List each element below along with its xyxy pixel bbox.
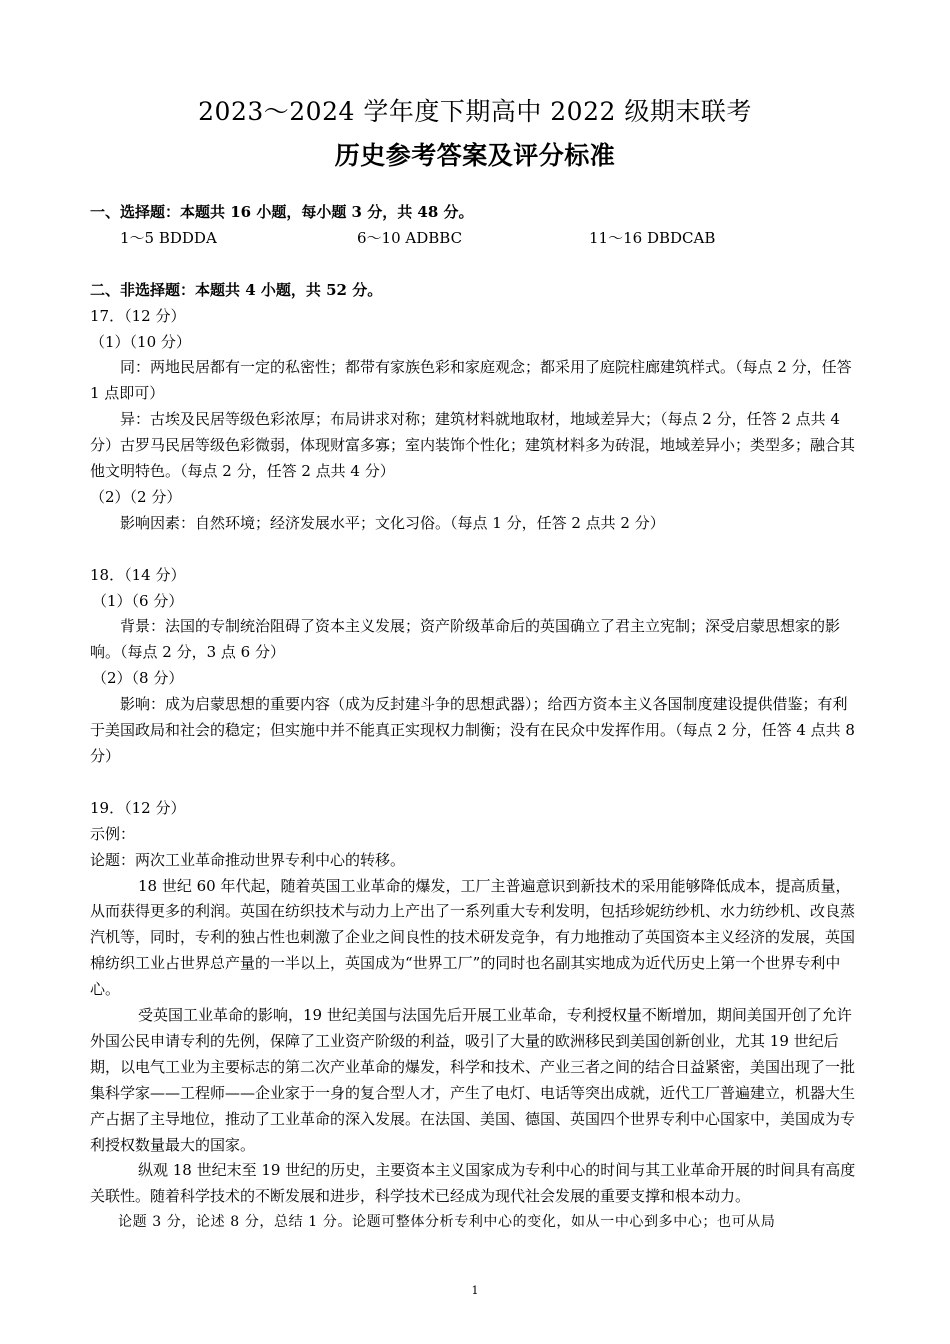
document-body [90,200,860,1236]
mcq-answer-1-5: 1～5 BDDDA [120,228,217,247]
q18-part2-text: 影响：成为启蒙思想的重要内容（成为反封建斗争的思想武器）；给西方资本主义各国制度建设提供借鉴；有利于美国政局和社会的稳定；但实施中并不能真正实现权力制衡；没有在民众中发挥作用。（每点 2 分，任答 4 点共 8 分） [90,695,855,765]
q19-paragraph-1: 18 世纪 60 年代起，随着英国工业革命的爆发，工厂主普遍意识到新技术的采用能够降低成本，提高质量，从而获得更多的利润。英国在纺织技术与动力上产出了一系列重大专利发明，包括珍妮纺纱机、水力纺纱机、改良蒸汽机等，同时，专利的独占性也刺激了企业之间良性的技术研发竞争，有力地推动了英国资本主义经济的发展，英国棉纺织工业占世界总产量的一半以上，英国成为“世界工厂”的同时也名副其实地成为近代历史上第一个世界专利中心。 [90,876,856,999]
q17-part1-same: 同：两地民居都有一定的私密性；都带有家族色彩和家庭观念；都采用了庭院柱廊建筑样式。（每点 2 分，任答 1 点即可） [90,358,852,403]
q17-part2-label: （2）（2 分） [90,487,182,506]
q19-example-label: 示例： [90,824,136,843]
q19-header: 19．（12 分） [90,798,186,817]
page-number: 1 [471,1284,479,1297]
document-title: 2023～2024 学年度下期高中 2022 级期末联考 [198,97,752,126]
mcq-answers [90,226,860,252]
section2-heading: 二、非选择题：本题共 4 小题，共 52 分。 [90,280,383,299]
mcq-answer-6-10: 6～10 ADBBC [357,228,463,247]
q19-scoring-note: 论题 3 分，论述 8 分，总结 1 分。论题可整体分析专利中心的变化，如从一中心到多中心；也可从局 [118,1214,776,1231]
q17-part1-diff: 异：古埃及民居等级色彩浓厚；布局讲求对称；建筑材料就地取材，地域差异大；（每点 2 分，任答 2 点共 4 分）古罗马民居等级色彩微弱，体现财富多寡；室内装饰个性化；建筑材料多为砖混，地域差异小；类型多；融合其他文明特色。（每点 2 分，任答 2 点共 4 分） [90,410,856,481]
q18-header: 18．（14 分） [90,565,186,584]
q18-part2-label: （2）（8 分） [92,669,184,688]
q17-header: 17．（12 分） [90,306,186,325]
q17-part2-text: 影响因素：自然环境；经济发展水平；文化习俗。（每点 1 分，任答 2 点共 2 分） [120,513,665,532]
q17-part1-label: （1）（10 分） [90,332,191,351]
section1-heading: 一、选择题：本题共 16 小题，每小题 3 分，共 48 分。 [90,203,474,221]
q19-paragraph-3: 纵观 18 世纪末至 19 世纪的历史，主要资本主义国家成为专利中心的时间与其工业革命开展的时间具有高度关联性。随着科学技术的不断发展和进步，科学技术已经成为现代社会发展的重要支撑和根本动力。 [90,1161,856,1206]
q19-paragraph-2: 受英国工业革命的影响，19 世纪美国与法国先后开展工业革命，专利授权量不断增加，期间美国开创了允许外国公民申请专利的先例，保障了工业资产阶级的利益，吸引了大量的欧洲移民到美国创新创业，尤其 19 世纪后期，以电气工业为主要标志的第二次产业革命的爆发，科学和技术、产业三者之间的结合日益紧密，美国出现了一批集科学家——工程师——企业家于一身的复合型人才，产生了电灯、电话等突出成就，近代工厂普遍建立，机器大生产占据了主导地位，推动了工业革命的深入发展。在法国、美国、德国、英国四个世界专利中心国家中，美国成为专利授权数量最大的国家。 [90,1006,856,1154]
q18-part1-text: 背景：法国的专制统治阻碍了资本主义发展；资产阶级革命后的英国确立了君主立宪制；深受启蒙思想家的影响。（每点 2 分，3 点 6 分） [90,617,841,662]
mcq-answer-11-16: 11～16 DBDCAB [589,228,716,247]
q19-thesis: 论题：两次工业革命推动世界专利中心的转移。 [90,850,406,869]
q18-part1-label: （1）（6 分） [92,591,184,610]
document-subtitle: 历史参考答案及评分标准 [334,141,616,170]
